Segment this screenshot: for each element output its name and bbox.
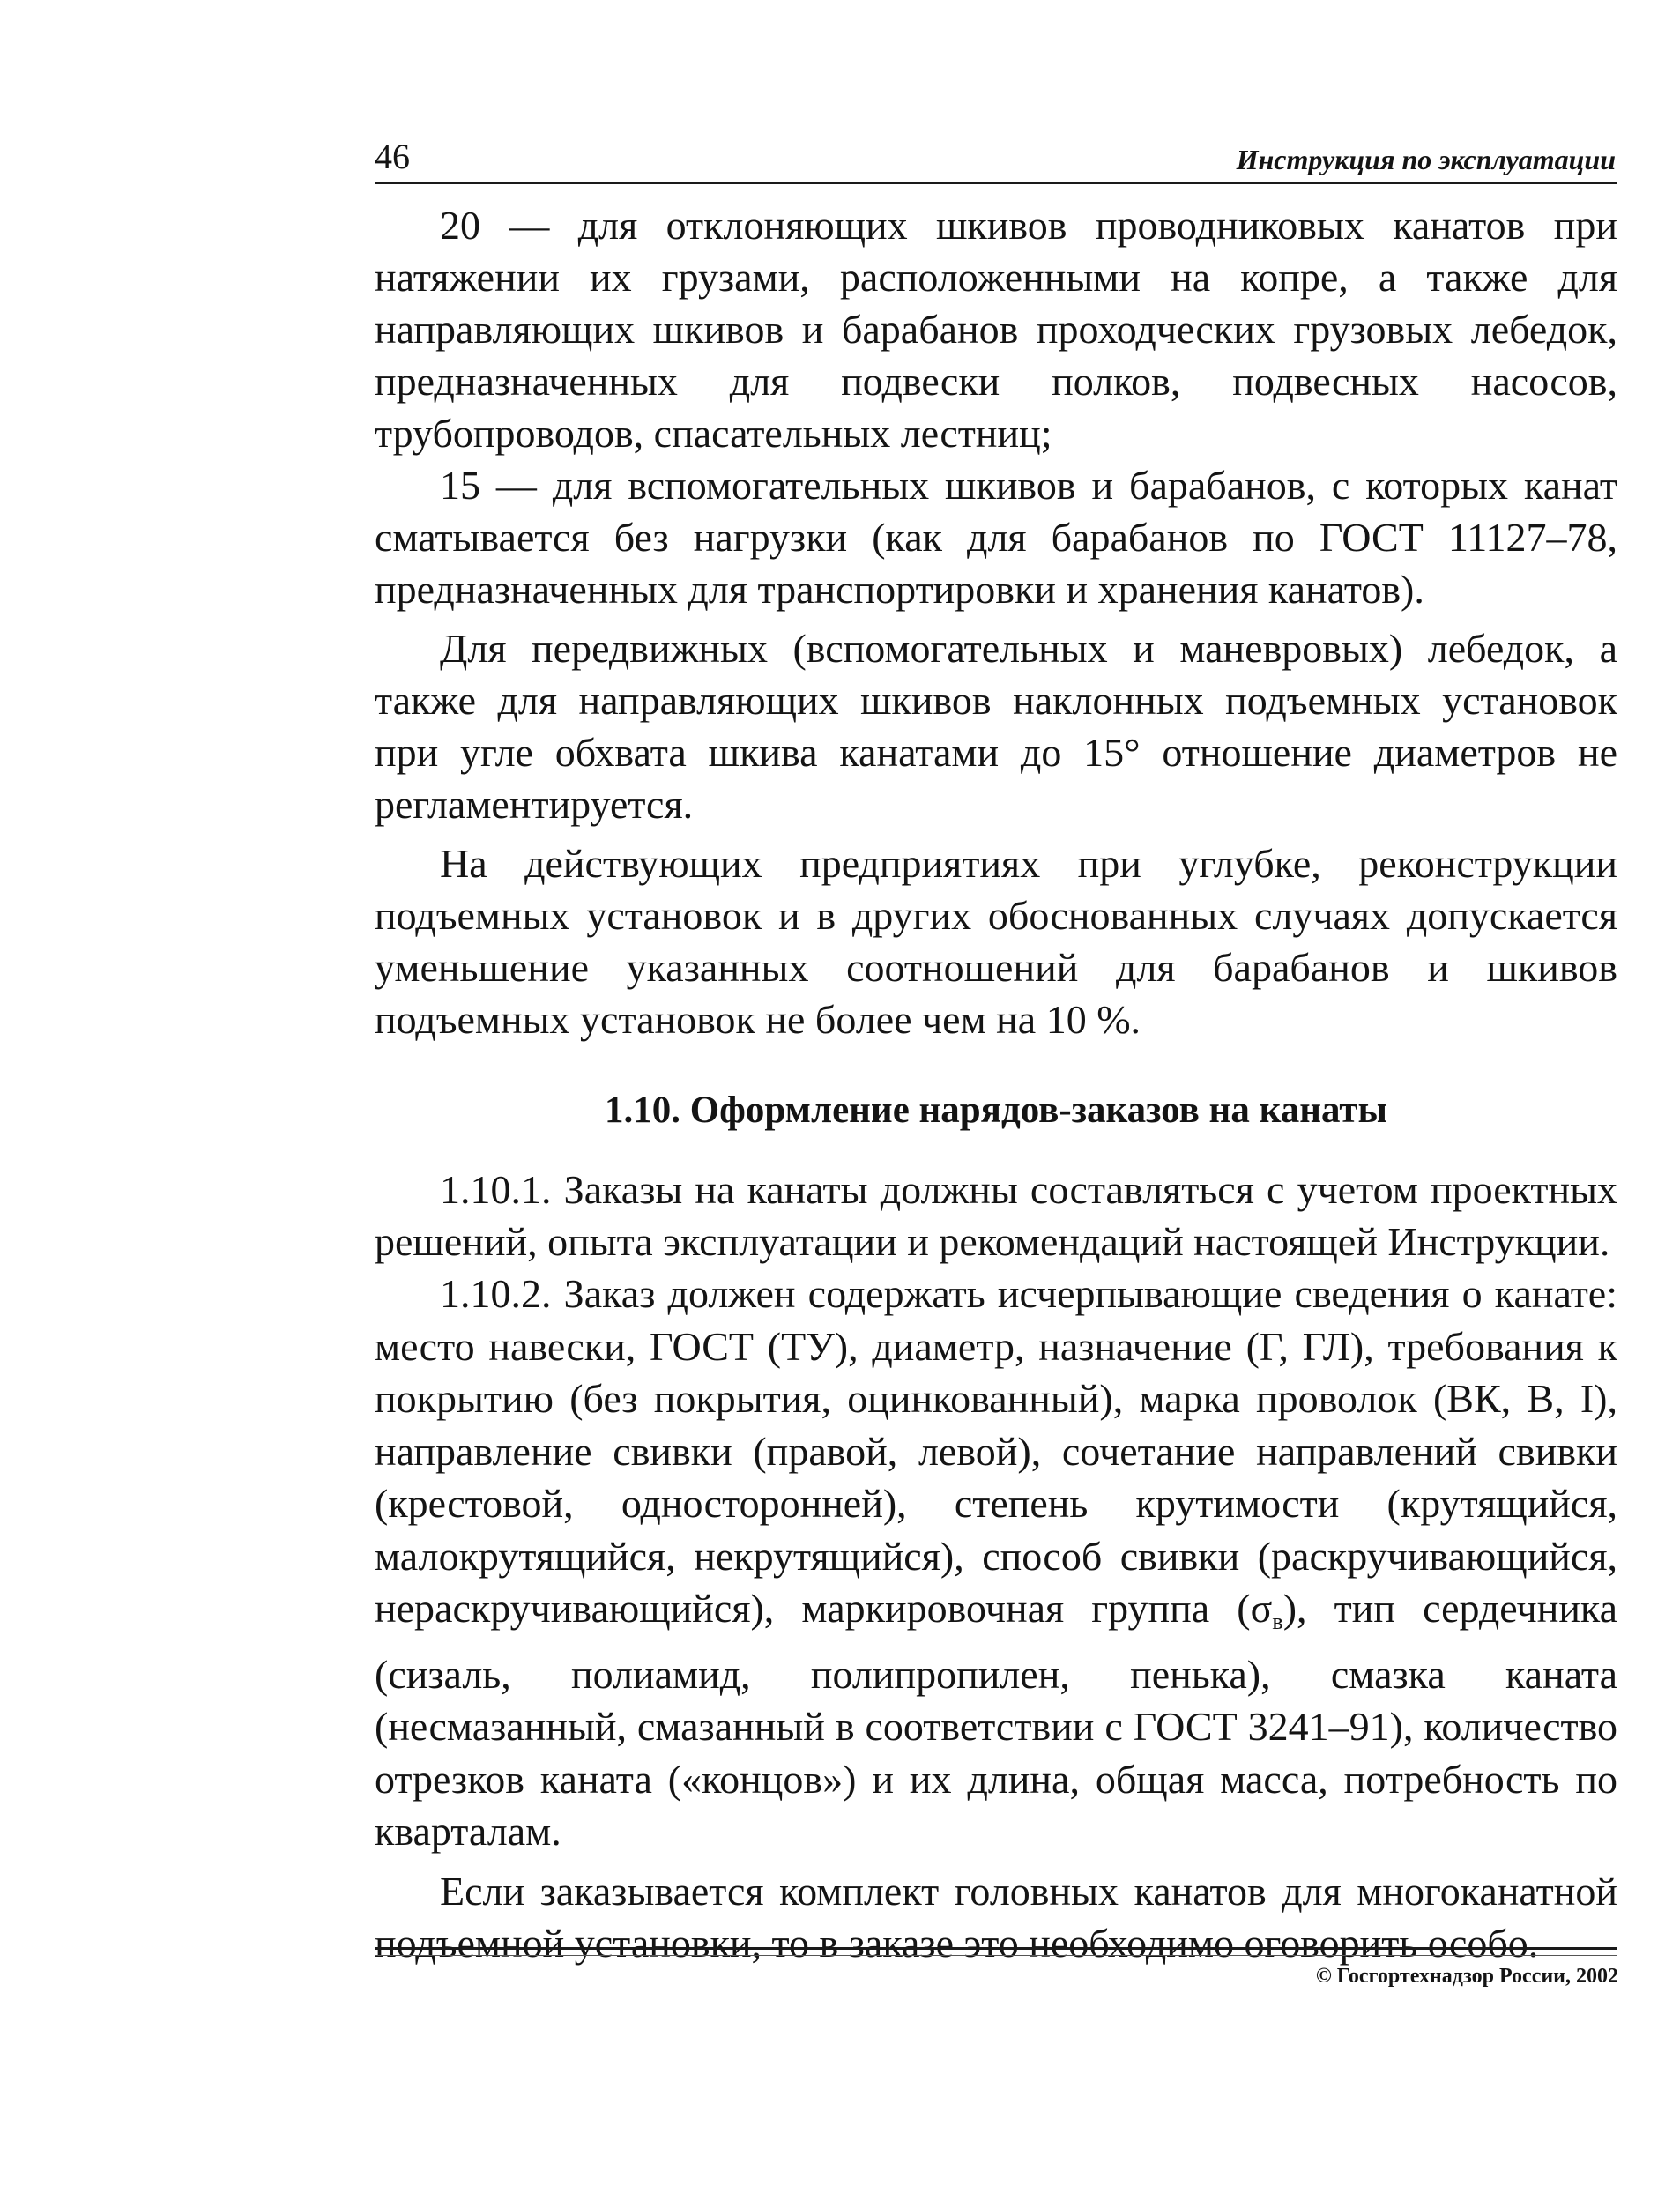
copyright-notice: © Госгортехнадзор России, 2002 <box>1315 1965 1618 1988</box>
paragraph-1-10-2-part-2: ), тип сердечника (сизаль, полиамид, полипропилен, пенька), смазка каната (несмазанный, смазанный в соответствии с ГОСТ 3241–91), количество отрезков каната («концов») и их длина, общая масса, потребность по кварталам. <box>375 1586 1617 1854</box>
running-header-title: Инструкция по эксплуатации <box>1236 144 1616 175</box>
paragraph-1-10-2-part-1: 1.10.2. Заказ должен содержать исчерпывающие сведения о канате: место навески, ГОСТ (ТУ), диаметр, назначение (Г, ГЛ), требования к покрытию (без покрытия, оцинкованный), марка проволок (ВК, В, I), направление свивки (правой, левой), сочетание направлений свивки (крестовой, односторонней), степень крутимости (крутящийся, малокрутящийся, некрутящийся), способ свивки (раскручивающийся, нераскручивающийся), маркировочная группа (σ <box>375 1271 1617 1631</box>
paragraph-ratio-20: 20 — для отклоняющих шкивов проводниковых канатов при натяжении их грузами, расположенными на копре, а также для направляющих шкивов и барабанов проходческих грузовых лебедок, предназначенных для подвески полков, подвесных насосов, трубопроводов, спасательных лестниц; <box>375 203 1617 456</box>
paragraph-mobile-winches: Для передвижных (вспомогательных и маневровых) лебедок, а также для направляющих шкивов наклонных подъемных установок при угле обхвата шкива канатами до 15° отношение диаметров не регламентируется. <box>375 626 1617 827</box>
page-number: 46 <box>375 137 410 176</box>
body-text <box>375 199 1617 1969</box>
footer-rule-thin <box>375 1955 1617 1956</box>
section-heading: 1.10. Оформление нарядов-заказов на канаты <box>604 1089 1388 1131</box>
paragraph-ratio-15: 15 — для вспомогательных шкивов и барабанов, с которых канат сматывается без нагрузки (как для барабанов по ГОСТ 11127–78, предназначенных для транспортировки и хранения канатов). <box>375 463 1617 612</box>
paragraph-head-ropes-set: Если заказывается комплект головных канатов для многоканатной подъемной установки, то в заказе это необходимо оговорить особо. <box>375 1868 1617 1966</box>
footer-rule <box>375 1947 1617 1950</box>
paragraph-existing-enterprises: На действующих предприятиях при углубке, реконструкции подъемных установок и в других обоснованных случаях допускается уменьшение указанных соотношений для барабанов и шкивов подъемных установок не более чем на 10 %. <box>375 841 1617 1042</box>
paragraph-1-10-1: 1.10.1. Заказы на канаты должны составляться с учетом проектных решений, опыта эксплуатации и рекомендаций настоящей Инструкции. <box>375 1167 1617 1264</box>
running-header <box>375 132 1617 184</box>
paragraph-1-10-2 <box>375 1268 1617 1858</box>
sigma-subscript: в <box>1272 1609 1283 1634</box>
